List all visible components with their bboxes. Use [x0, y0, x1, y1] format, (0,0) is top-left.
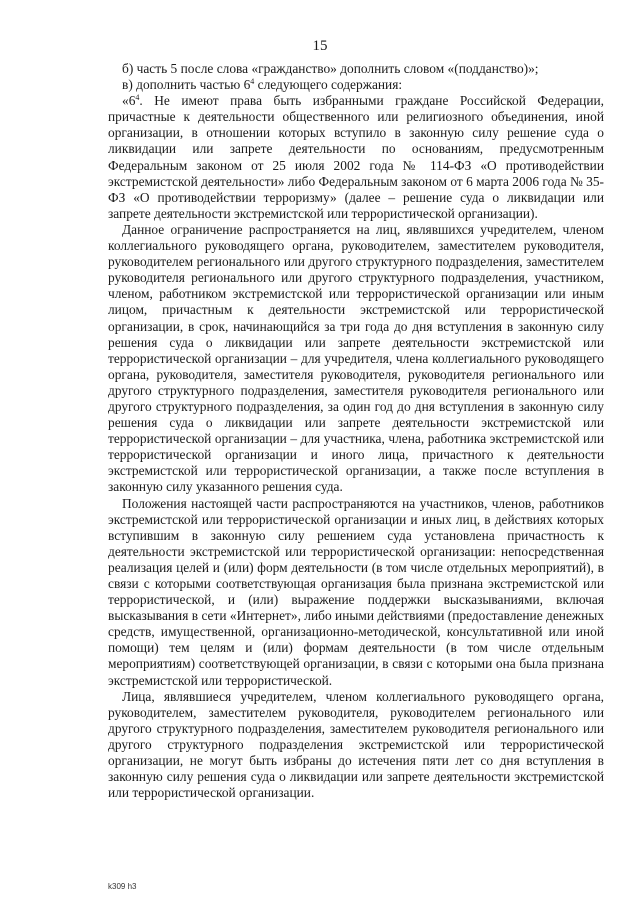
document-body — [108, 61, 604, 801]
paragraph-restriction-scope: Данное ограничение распространяется на лиц, являвшихся учредителем, членом коллегиального руководящего органа, руководителем, заместителем руководителя, руководителем регионального или другого структурного подразделения, заместителем руководителя регионального или другого структурного подразделения, участником, членом, работником экстремистской или террористической организации или иным лицом, причастным к деятельности экстремистской или террористической организации, в срок, начинающийся за три года до дня вступления в законную силу решения суда о ликвидации или запрете деятельности экстремистской или террористической организации – для учредителя, члена коллегиального руководящего органа, руководителя, заместителя руководителя, руководителя регионального или другого структурного подразделения, заместителя руководителя регионального или другого структурного подразделения, за один год до дня вступления в законную силу решения суда о ликвидации или запрете деятельности экстремистской или террористической организации – для участника, члена, работника экстремистской или террористической организации и иного лица, причастного к деятельности экстремистской или террористической организации, а также после вступления в законную силу указанного решения суда. — [108, 221, 604, 495]
footer-document-code: k309 h3 — [108, 882, 137, 891]
item-v-prefix: в) дополнить частью 6 — [122, 77, 251, 93]
item-v-superscript: 4 — [250, 77, 255, 87]
paragraph-provisions-apply: Положения настоящей части распространяются на участников, членов, работников экстремистской или террористической организации и иных лиц, в действиях которых вступившим в законную силу решением суда установлена причастность к деятельности экстремистской или террористической организации: непосредственная реализация целей и (или) форм деятельности (в том числе отдельных мероприятий), в связи с которыми соответствующая организация была признана экстремистской или террористической, и (или) выражение поддержки высказываниями, включая высказывания в сети «Интернет», либо иными действиями (предоставление денежных средств, имущественной, организационно-методической, консультативной или иной помощи) тем целям и (или) формам деятельности (в том числе отдельным мероприятиям) соответствующей организации, в связи с которыми она была признана экстремистской или террористической. — [108, 495, 604, 688]
page-number: 15 — [312, 38, 328, 54]
item-b: б) часть 5 после слова «гражданство» дополнить словом «(подданство)»; — [122, 61, 539, 76]
paragraph-1-superscript: 4 — [135, 93, 140, 103]
paragraph-1-prefix: «6 — [122, 93, 136, 109]
item-v — [108, 77, 604, 93]
paragraph-1-text: . Не имеют права быть избранными граждане Российской Федерации, причастные к деятельности общественного или религиозного объединения, иной организации, в отношении которых вступило в законную силу решение суда о ликвидации или запрете деятельности по основаниям, предусмотренным Федеральным законом от 25 июля 2002 года № 114-ФЗ «О противодействии экстремистской деятельности» либо Федеральным законом от 6 марта 2006 года № 35-ФЗ «О противодействии терроризму» (далее – решение суда о ликвидации или запрете деятельности экстремистской или террористической организации). — [108, 93, 604, 221]
paragraph-part-6-4 — [108, 93, 604, 222]
item-v-suffix: следующего содержания: — [254, 77, 403, 93]
paragraph-founders-ineligible: Лица, являвшиеся учредителем, членом коллегиального руководящего органа, руководителем, заместителем руководителя, руководителем регионального или другого структурного подразделения, заместителем руководителя регионального или другого структурного подразделения экстремистской или террористической организации, не могут быть избраны до истечения пяти лет со дня вступления в законную силу решения суда о ликвидации или запрете деятельности экстремистской или террористической организации. — [108, 688, 604, 801]
